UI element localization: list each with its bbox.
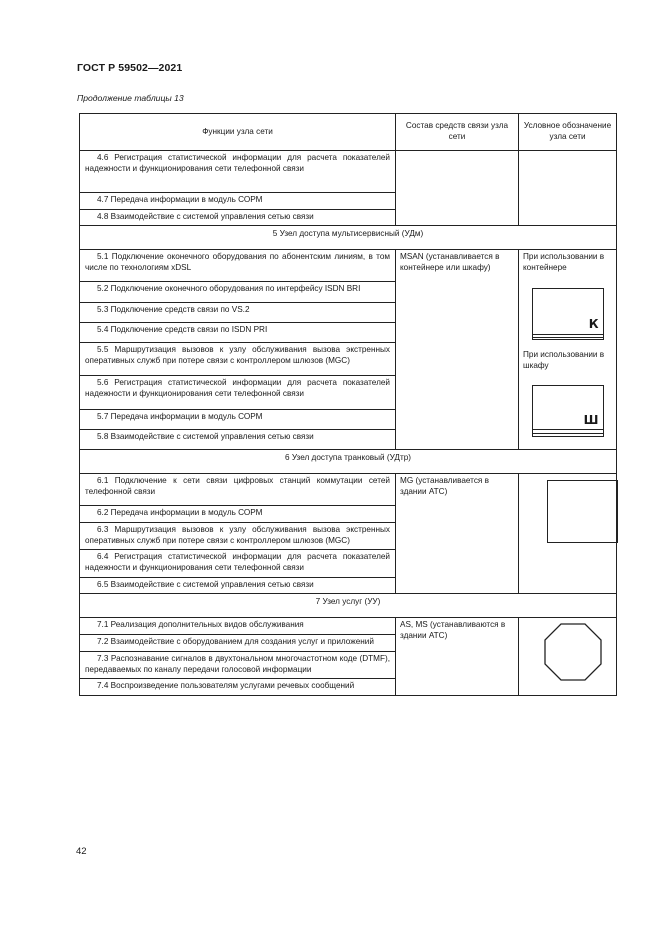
section-title: 6 Узел доступа транковый (УДтр) — [80, 450, 617, 474]
table-row — [80, 618, 617, 635]
function-cell: 7.4 Воспроизведение пользователям услугами речевых сообщений — [80, 679, 396, 696]
section-title: 5 Узел доступа мультисервисный (УДм) — [80, 226, 617, 250]
function-cell: 5.8 Взаимодействие с системой управления сетью связи — [80, 429, 396, 449]
cabinet-usage-label: При использовании в шкафу — [523, 349, 605, 370]
column-header-symbol: Условное обозначение узла сети — [519, 114, 617, 151]
function-cell: 6.5 Взаимодействие с системой управления сетью связи — [80, 577, 396, 594]
symbol-cell — [519, 250, 617, 450]
container-node-symbol — [532, 288, 604, 340]
function-cell: 6.4 Регистрация статистической информации для расчета показателей надежности и функционирования сети телефонной связи — [80, 550, 396, 577]
function-cell: 7.2 Взаимодействие с оборудованием для создания услуг и приложений — [80, 635, 396, 652]
node-functions-table — [79, 113, 617, 696]
table-row — [80, 474, 617, 506]
function-cell: 5.7 Передача информации в модуль СОРМ — [80, 409, 396, 429]
composition-cell: MSAN (устанавливается в контейнере или шкафу) — [396, 250, 519, 450]
symbol-cell — [519, 618, 617, 696]
function-cell: 5.4 Подключение средств связи по ISDN PRI — [80, 322, 396, 342]
cabinet-letter: Ш — [583, 412, 599, 427]
service-node-octagon-symbol — [543, 622, 603, 682]
cabinet-node-symbol — [532, 385, 604, 437]
column-header-composition: Состав средств связи узла сети — [396, 114, 519, 151]
function-cell: 6.2 Передача информации в модуль СОРМ — [80, 506, 396, 523]
container-letter: К — [588, 317, 599, 332]
function-cell: 4.7 Передача информации в модуль СОРМ — [80, 193, 396, 210]
section-row — [80, 226, 617, 250]
function-cell: 4.8 Взаимодействие с системой управления сетью связи — [80, 209, 396, 226]
table-continuation-caption: Продолжение таблицы 13 — [77, 93, 184, 103]
container-usage-label: При использовании в контейнере — [523, 252, 605, 273]
function-cell: 5.3 Подключение средств связи по VS.2 — [80, 302, 396, 322]
column-header-functions: Функции узла сети — [80, 114, 396, 151]
symbol-cell — [519, 474, 617, 594]
trunk-access-node-symbol — [547, 480, 618, 543]
section-row — [80, 450, 617, 474]
function-cell: 5.5 Маршрутизация вызовов к узлу обслуживания вызова экстренных оперативных служб при потере связи с контроллером шлюзов (MGC) — [80, 343, 396, 376]
function-cell: 5.1 Подключение оконечного оборудования по абонентским линиям, в том числе по технологиям xDSL — [80, 250, 396, 282]
section-title: 7 Узел услуг (УУ) — [80, 594, 617, 618]
standard-header: ГОСТ Р 59502—2021 — [77, 62, 183, 74]
table-row — [80, 151, 617, 193]
function-cell: 6.3 Маршрутизация вызовов к узлу обслуживания вызова экстренных оперативных служб при потере связи с контроллером шлюзов (MGC) — [80, 522, 396, 549]
function-cell: 6.1 Подключение к сети связи цифровых станций коммутации сетей телефонной связи — [80, 474, 396, 506]
function-cell: 5.6 Регистрация статистической информации для расчета показателей надежности и функционирования сети телефонной связи — [80, 376, 396, 409]
function-cell: 4.6 Регистрация статистической информации для расчета показателей надежности и функционирования сети телефонной связи — [80, 151, 396, 193]
function-cell: 5.2 Подключение оконечного оборудования по интерфейсу ISDN BRI — [80, 282, 396, 302]
symbol-cell — [519, 151, 617, 226]
section-row — [80, 594, 617, 618]
composition-cell: MG (устанавливается в здании АТС) — [396, 474, 519, 594]
function-cell: 7.3 Распознавание сигналов в двухтональном многочастотном коде (DTMF), передаваемых по каналу передачи голосовой информации — [80, 651, 396, 678]
page-number: 42 — [76, 846, 87, 857]
composition-cell: AS, MS (устанавливаются в здании АТС) — [396, 618, 519, 696]
composition-cell — [396, 151, 519, 226]
table-header-row — [80, 114, 617, 151]
function-cell: 7.1 Реализация дополнительных видов обслуживания — [80, 618, 396, 635]
table-row — [80, 250, 617, 282]
